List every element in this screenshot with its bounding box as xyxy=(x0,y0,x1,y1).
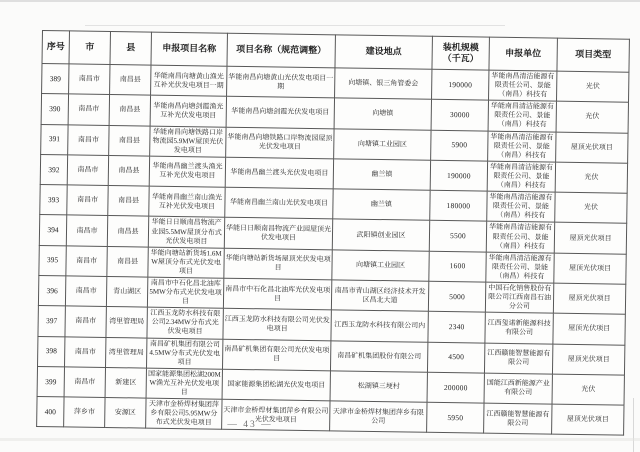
cell: 南昌市 xyxy=(66,215,107,246)
cell: 1600 xyxy=(429,251,486,282)
cell: 幽兰镇 xyxy=(333,189,430,221)
cell: 南昌矿机集团有限公司光伏发电项目 xyxy=(222,339,330,371)
cell: 5900 xyxy=(431,130,488,161)
cell: 华能南昌向塘剑霞光伏发电项目 xyxy=(226,97,334,129)
cell: 南昌市 xyxy=(67,155,108,186)
cell: 5950 xyxy=(427,402,484,433)
cell: 国家能源集团松湖200MW渔光互补光伏发电项目 xyxy=(146,368,222,399)
cell: 华能南昌清洁能源有限责任公司、景能（南昌）科技有 xyxy=(488,100,556,131)
cell: 光伏 xyxy=(556,71,628,102)
table-body xyxy=(37,64,629,436)
column-header-3: 申报项目名称 xyxy=(151,32,227,66)
scan-artifact-top-edge xyxy=(0,0,640,2)
cell: 393 xyxy=(40,185,67,216)
scan-artifact-bottom-band xyxy=(0,438,640,441)
cell: 向塘镇工业园区 xyxy=(332,250,429,282)
document-page xyxy=(36,30,613,436)
column-header-6: 装机规模（千瓦） xyxy=(432,36,489,70)
cell: 华能南昌清洁能源有限责任公司、景能（南昌）科技有 xyxy=(488,131,556,162)
cell: 华能向塘站新货场1.6MW屋顶分布式光伏发电项目 xyxy=(148,247,224,278)
cell: 华能南昌清洁能源有限责任公司、景能（南昌）科技有 xyxy=(487,191,555,222)
cell: 江西玉龙防水科技有限公司内 xyxy=(331,310,428,342)
cell: 华能日日顺南昌物流产业园屋顶光伏发电项目 xyxy=(224,218,332,250)
cell: 华能南昌向塘铁路口岸物流园屋顶光伏发电项目 xyxy=(226,127,334,159)
cell: 天津市金桥焊材集团萍乡有限公司光伏发电项目 xyxy=(222,399,330,431)
cell: 华能向塘站新货场屋顶光伏发电项目 xyxy=(224,248,332,280)
cell: 国家能源集团松湖光伏发电项目 xyxy=(222,369,330,401)
cell: 南昌市 xyxy=(64,367,105,398)
cell: 武阳镇创业园区 xyxy=(332,219,429,251)
cell: 南昌矿机集团股份有限公司 xyxy=(330,340,427,372)
cell: 幽兰镇 xyxy=(333,159,430,191)
cell: 南昌市 xyxy=(65,276,106,307)
cell: 光伏 xyxy=(555,162,627,193)
scan-artifact-streak xyxy=(85,25,505,26)
cell: 394 xyxy=(39,215,66,246)
cell: 南昌县 xyxy=(107,216,148,247)
cell: 华能南昌幽兰南山渔光互补光伏发电项目 xyxy=(149,186,225,217)
cell: 光伏 xyxy=(552,374,624,405)
pv-projects-table xyxy=(36,30,630,436)
cell: 南昌县 xyxy=(109,95,150,126)
cell: 屋顶光伏项目 xyxy=(556,132,628,163)
cell: 光伏 xyxy=(556,101,628,132)
cell: 南昌市 xyxy=(68,94,109,125)
cell: 2340 xyxy=(428,312,485,343)
scan-artifact-right-edge xyxy=(633,398,634,452)
cell: 南昌市 xyxy=(69,64,110,95)
cell: 南昌县 xyxy=(108,186,149,217)
cell: 南昌市青山湖区经济技术开发区昌北大道 xyxy=(331,280,428,312)
cell: 青山湖区 xyxy=(106,276,147,307)
cell: 屋顶光伏项目 xyxy=(553,313,625,344)
cell: 南昌市 xyxy=(66,246,107,277)
cell: 新建区 xyxy=(105,367,146,398)
cell: 4500 xyxy=(427,342,484,373)
cell: 南昌市 xyxy=(68,124,109,155)
cell: 389 xyxy=(42,64,69,95)
cell: 光伏 xyxy=(555,192,627,223)
cell: 5000 xyxy=(428,281,485,312)
cell: 南昌县 xyxy=(108,155,149,186)
cell: 南昌县 xyxy=(109,125,150,156)
cell: 华能南昌向塘剑霞渔光互补光伏发电项目 xyxy=(150,95,226,126)
cell: 南昌县 xyxy=(110,65,151,96)
cell: 向塘镇、银三角管委会 xyxy=(335,68,432,100)
cell: 南昌市中石化昌北油库光伏发电项目 xyxy=(223,278,331,310)
cell: 南昌市 xyxy=(65,336,106,367)
column-header-5: 建设地点 xyxy=(335,35,432,69)
cell: 国能江西新能源产业有限公司 xyxy=(484,373,552,404)
cell: 南昌市 xyxy=(67,185,108,216)
cell: 华能南昌幽兰渡头光伏发电项目 xyxy=(225,157,333,189)
cell: 华能南昌清洁能源有限责任公司、景能（南昌）科技有 xyxy=(489,70,557,101)
cell: 南昌县 xyxy=(107,246,148,277)
cell: 华能南昌清洁能源有限责任公司、景能（南昌）科技有 xyxy=(486,252,554,283)
cell: 中国石化销售股份有限公司江西南昌石油分公司 xyxy=(485,282,553,313)
cell: 395 xyxy=(39,245,66,276)
column-header-7: 申报单位 xyxy=(489,37,557,71)
cell: 江西赣能智慧能源有限公司 xyxy=(484,343,552,374)
cell: 南昌市 xyxy=(65,306,106,337)
cell: 180000 xyxy=(430,190,487,221)
cell: 华能日日顺南昌物流产业园5.5MW屋顶分布式光伏发电项目 xyxy=(148,217,224,248)
cell: 江西玺诺新能源科技有限公司 xyxy=(485,312,553,343)
cell: 391 xyxy=(41,124,68,155)
cell: 萍乡市 xyxy=(64,397,105,428)
cell: 华能南昌幽兰渡头渔光互补光伏发电项目 xyxy=(149,156,225,187)
cell: 天津市金桥焊材集团萍乡有限公司 xyxy=(330,401,427,433)
cell: 397 xyxy=(38,306,65,337)
cell: 华能南昌清洁能源有限责任公司、景能（南昌）科技有 xyxy=(487,161,555,192)
cell: 湾里管理局 xyxy=(106,337,147,368)
cell: 30000 xyxy=(431,100,488,131)
cell: 屋顶光伏项目 xyxy=(552,404,624,435)
cell: 屋顶光伏项目 xyxy=(552,344,624,375)
cell: 江西玉龙防水科技有限公司光伏发电项目 xyxy=(223,308,331,340)
cell: 392 xyxy=(40,154,67,185)
cell: 华能南昌清洁能源有限责任公司、景能（南昌）科技有 xyxy=(486,222,554,253)
cell: 南昌矿机集团有限公司4.5MW分布式光伏发电项目 xyxy=(146,338,222,369)
cell: 屋顶光伏项目 xyxy=(554,253,626,284)
cell: 398 xyxy=(38,336,65,367)
page-number: — 43 — xyxy=(227,420,273,430)
cell: 向塘镇工业园区 xyxy=(334,128,431,160)
cell: 安源区 xyxy=(105,398,146,429)
cell: 190000 xyxy=(430,160,487,191)
cell: 屋顶光伏项目 xyxy=(553,283,625,314)
cell: 松湖镇三埂村 xyxy=(330,371,427,403)
column-header-4: 项目名称（规范调整） xyxy=(227,33,335,68)
cell: 江西玉龙防水科技有限公司2.34MW分布式光伏发电项目 xyxy=(147,307,223,338)
cell: 200000 xyxy=(427,372,484,403)
column-header-0: 序号 xyxy=(42,31,69,64)
cell: 湾里管理局 xyxy=(106,307,147,338)
column-header-8: 项目类型 xyxy=(557,38,629,72)
cell: 南昌市中石化昌北油库5MW分布式光伏发电项目 xyxy=(147,277,223,308)
cell: 江西赣能智慧能源有限公司 xyxy=(484,403,552,434)
column-header-1: 市 xyxy=(69,31,110,65)
cell: 5500 xyxy=(429,221,486,252)
cell: 399 xyxy=(37,366,64,397)
column-header-2: 县 xyxy=(110,32,151,66)
cell: 396 xyxy=(38,275,65,306)
cell: 屋顶光伏项目 xyxy=(554,223,626,254)
cell: 华能南昌向塘铁路口岸物流园5.9MW屋顶光伏发电项目 xyxy=(150,126,226,157)
cell: 向塘镇 xyxy=(334,98,431,130)
cell: 华能南昌向塘黄山光伏发电项目一期 xyxy=(227,66,335,98)
cell: 华能南昌向塘黄山渔光互补光伏发电项目一期 xyxy=(151,65,227,96)
cell: 390 xyxy=(41,94,68,125)
cell: 天津市金桥焊材集团萍乡有限公司5.95MW分布式光伏发电项目 xyxy=(146,398,222,429)
cell: 400 xyxy=(37,397,64,428)
cell: 华能南昌幽兰南山光伏发电项目 xyxy=(225,187,333,219)
cell: 190000 xyxy=(432,69,489,100)
